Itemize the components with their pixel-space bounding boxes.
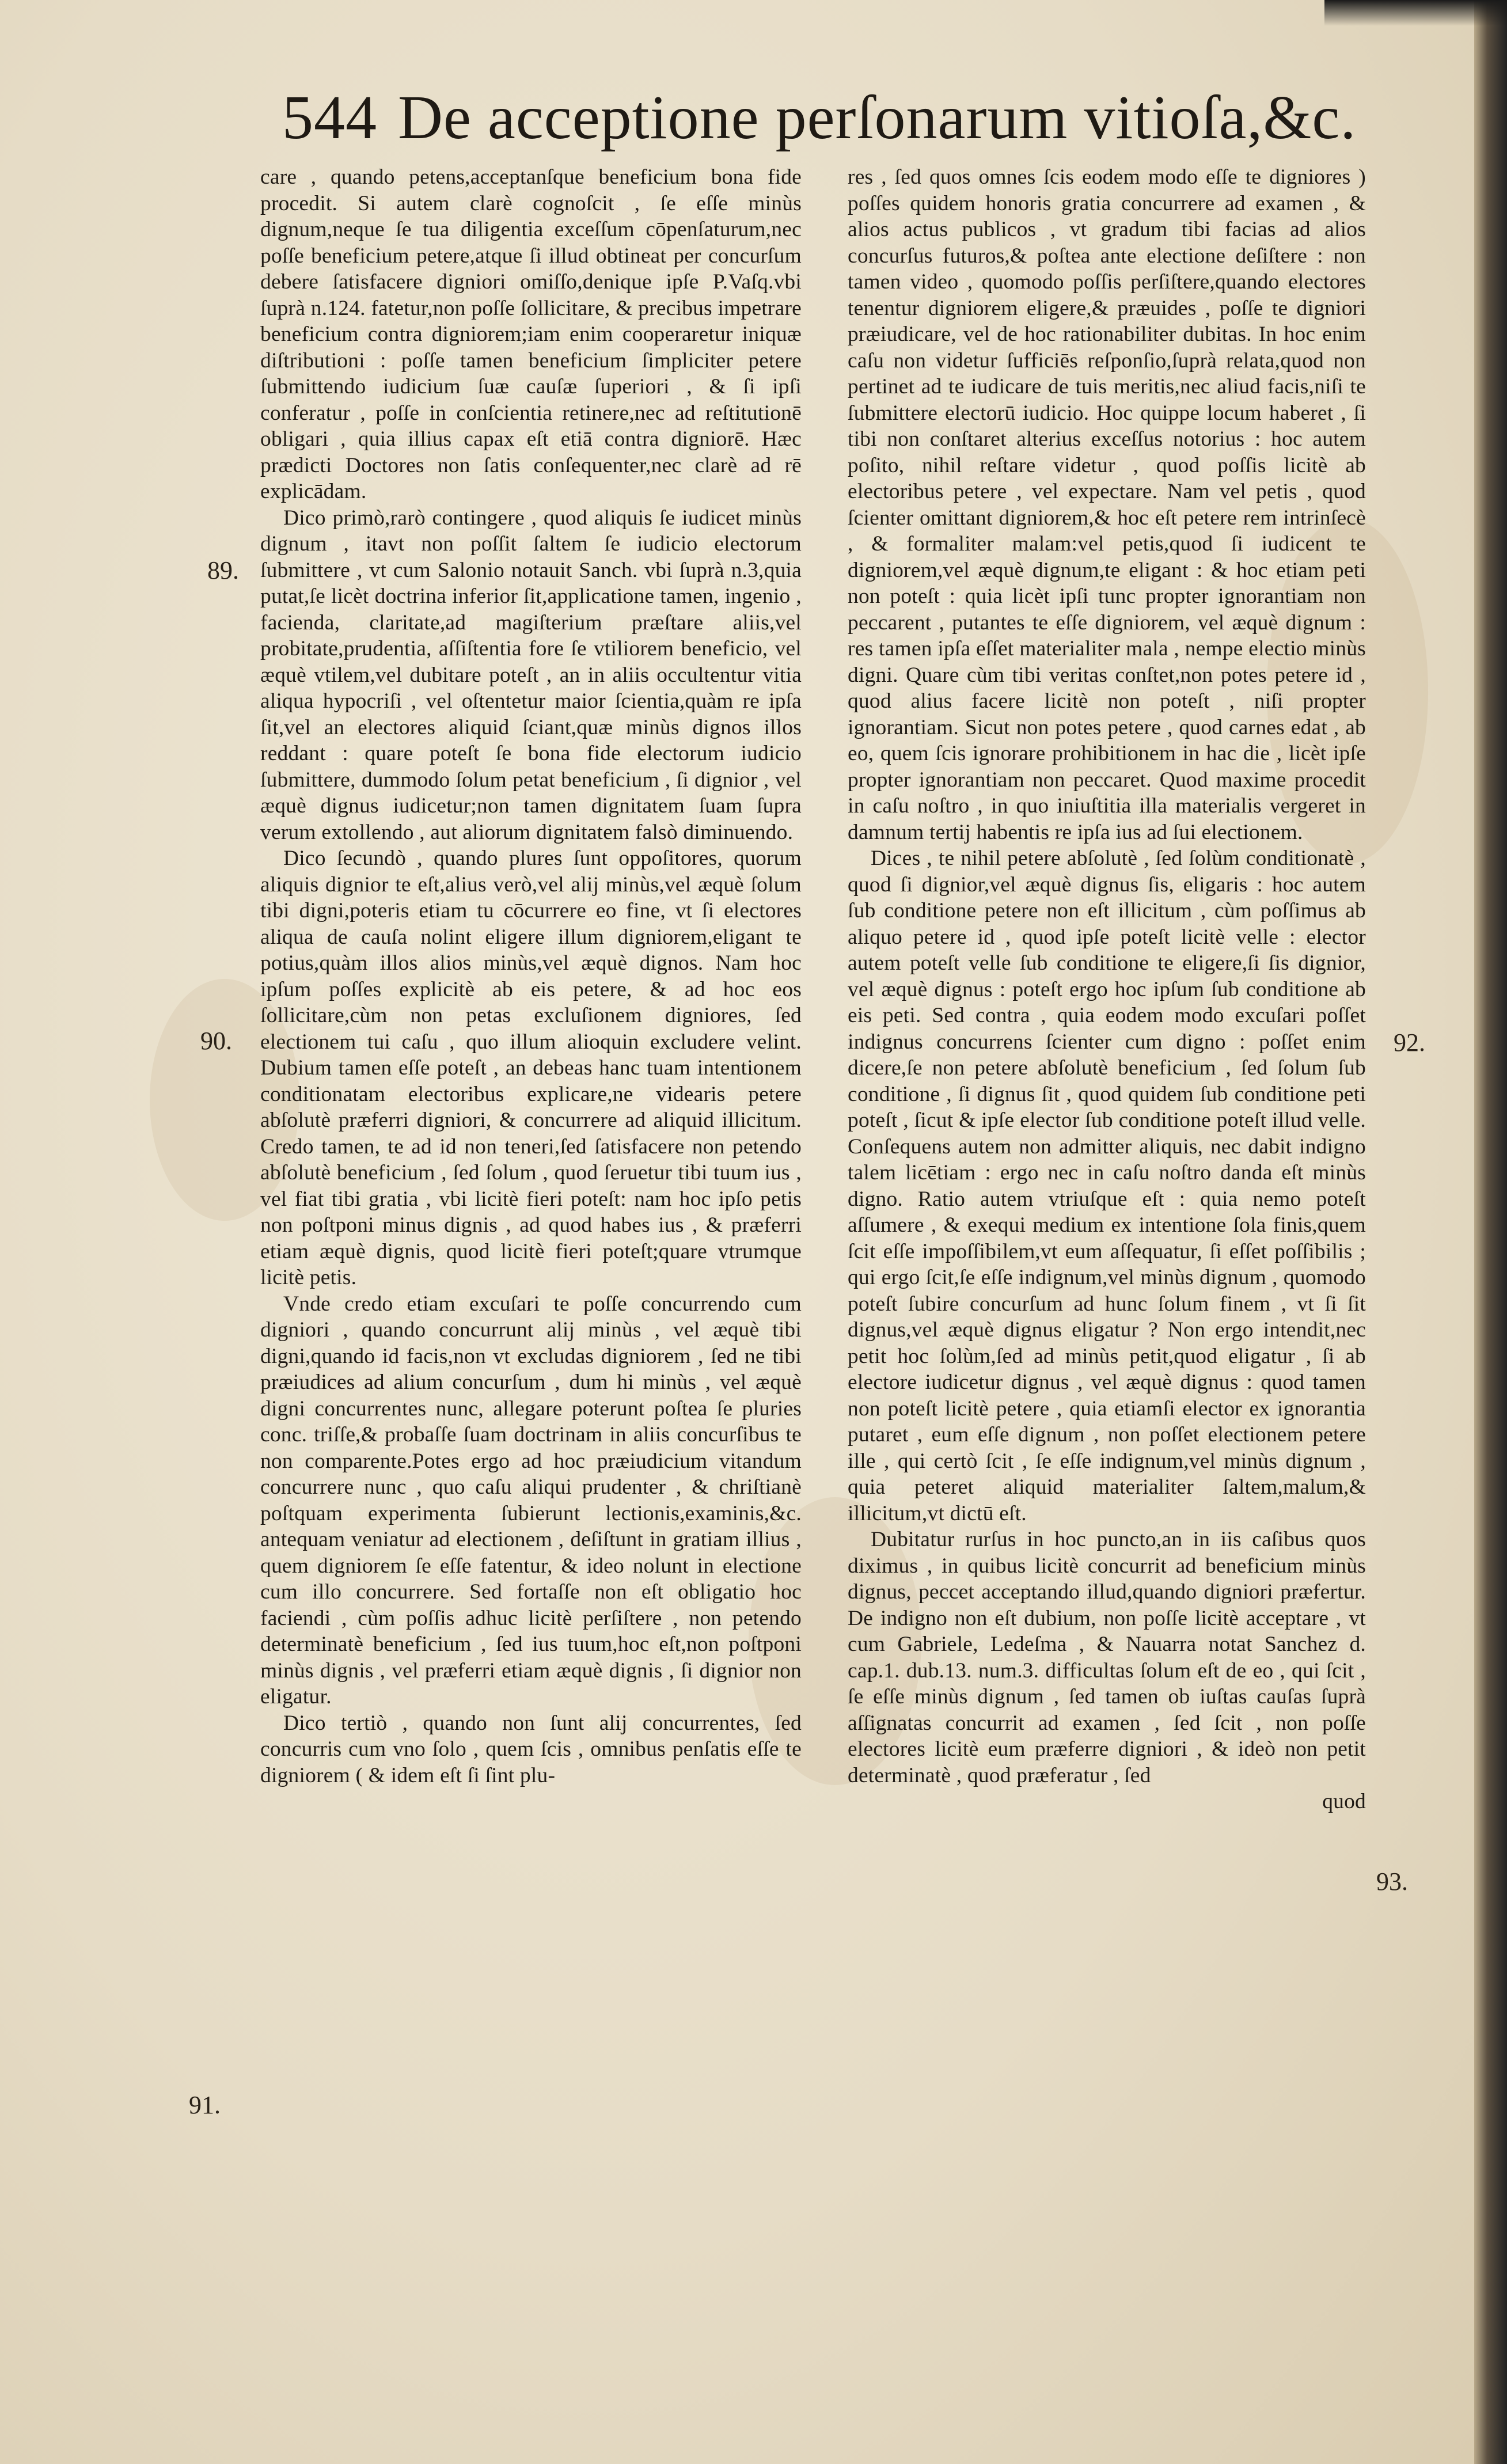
page-header — [282, 81, 1376, 155]
left-paragraph-2: Dico primò,rarò contingere , quod aliquis ſe iudicet minùs dignum , itavt non poſſit ſaltem ſe iudicio electorum ſubmittere , vt cum Salonio notauit Sanch. vbi ſuprà n.3,quia putat,ſe licèt doctrina inferior ſit,applicatione tamen, ingenio , facienda, claritate,ad magiſterium præſtare aliis,vel probitate,prudentia, aſſiſtentia fore ſe vtiliorem beneficio, vel æquè vtilem,vel dubitare poteſt , an in aliis occultentur vitia aliqua hypocriſi , vel oſtentetur maior ſcientia,quàm re ipſa ſit,vel an electores aliquid ſciant,quæ minùs dignos illos reddant : quare poteſt ſe bona fide electorum iudicio ſubmittere, dummodo ſolum petat beneficium , ſi dignior , vel æquè dignus iudicetur;non tamen dignitatem ſuam ſupra verum extollendo , aut aliorum dignitatem falsò diminuendo. — [260, 506, 802, 844]
margin-number-92: 92. — [1394, 1028, 1425, 1057]
right-paragraph-3: Dubitatur rurſus in hoc puncto,an in iis caſibus quos diximus , in quibus licitè concurrit ad beneficium minùs dignus, peccet acceptando illud,quando digniori præfertur. De indigno non eſt dubium, non poſſe licitè acceptare , vt cum Gabriele, Ledeſma , & Nauarra notat Sanchez d. cap.1. dub.13. num.3. difficultas ſolum eſt de eo , qui ſcit , ſe eſſe minùs dignum , ſed tamen ob iuſtas cauſas ſuprà aſſignatas concurrit ad examen , ſed ſcit , non poſſe electores licitè eum præferre digniori , & ideò non petit determinatè , quod præferatur , ſed — [848, 1528, 1366, 1787]
page-binding-edge — [1474, 0, 1507, 2464]
right-paragraph-2: Dices , te nihil petere abſolutè , ſed ſolùm conditionatè , quod ſi dignior,vel æquè dignus ſis, eligaris : hoc autem ſub conditione petere non eſt illicitum , cùm poſſimus ab aliquo petere id , quod ipſe poteſt licitè velle : elector autem poteſt velle ſub conditione te eligere,ſi ſis dignior, vel æquè dignus : poteſt ergo hoc ipſum ſub conditione ab eis peti. Sed contra , quia eodem modo excuſari poſſet indignus concurrens ſcienter cum digno : poſſet enim dicere,ſe non petere abſolutè beneficium , ſed ſolum ſub conditione , ſi dignus ſit , quod quidem ſub conditione peti poteſt , ſicut & ipſe elector ſub conditione poteſt illud velle. Conſequens autem non admitter aliquis, nec dabit indigno talem licētiam : ergo nec in caſu noſtro danda eſt minùs digno. Ratio autem vtriuſque eſt : quia nemo poteſt aſſumere , & exequi medium ex intentione ſola finis,quem ſcit eſſe impoſſibilem,vt eum aſſequatur, ſi eſſet poſſibilis ; qui ergo ſcit,ſe eſſe indignum,vel minùs dignum , quomodo poteſt ſubire concurſum ad hunc ſolum finem , vt ſi ſit dignus,vel æquè dignus eligatur ? Non ergo intendit,nec petit hoc ſolùm,ſed ad minùs petit,quod eligatur , ſi ab electore iudicetur dignus , vel æquè dignus : quod tamen non poteſt licitè petere , quia etiamſi elector ex ignorantia putaret , eum eſſe dignum , non poſſet electionem petere ille , qui certò ſcit , ſe eſſe indignum,vel minùs dignum , quia peteret aliquid materialiter ſaltem,malum,& illicitum,vt dictū eſt. — [848, 846, 1366, 1525]
right-paragraph-1: res , ſed quos omnes ſcis eodem modo eſſe te digniores ) poſſes quidem honoris gratia concurrere ad examen , & alios actus publicos , vt gradum tibi facias ad alios concurſus futuros,& poſtea ante electione deſiſtere : non tamen video , quomodo poſſis perſiſtere,quando electores tenentur digniorem eligere,& præuides , poſſe te digniori præiudicare, vel de hoc rationabiliter dubitas. In hoc enim caſu non videtur ſufficiēs reſponſio,ſuprà relata,quod non pertinet ad te iudicare de tuis meritis,nec aliud facis,niſi te ſubmittere electorū iudicio. Hoc quippe locum haberet , ſi tibi non conſtaret alterius exceſſus notorius : hoc autem poſito, nihil reſtare videtur , quod poſſis licitè ab electoribus petere , vel expectare. Nam vel petis , quod ſcienter omittant digniorem,& hoc eſt petere rem intrinſecè , & formaliter malam:vel petis,quod ſi iudicent te digniorem,vel æquè dignum,te eligant : & hoc etiam peti non poteſt : quia licèt ipſi tunc propter ignorantiam non peccarent , putantes te eſſe digniorem, vel æquè dignum : res tamen ipſa eſſet materialiter mala , nempe electio minùs digni. Quare cùm tibi veritas conſtet,non potes petere id , quod alius facere licitè non poteſt , niſi propter ignorantiam. Sicut non potes petere , quod carnes edat , ab eo, quem ſcis ignorare prohibitionem in hac die , licèt ipſe propter ignorantiam non peccaret. Quod maxime procedit in caſu noſtro , in quo iniuſtitia illa materialis vergeret in damnum tertij habentis re ipſa ius ad ſui electionem. — [848, 165, 1366, 844]
margin-number-90: 90. — [200, 1027, 232, 1055]
page-number: 544 — [282, 83, 377, 152]
left-paragraph-5: Dico tertiò , quando non ſunt alij concurrentes, ſed concurris cum vno ſolo , quem ſcis , omnibus penſatis eſſe te digniorem ( & idem eſt ſi ſint plu- — [260, 1711, 802, 1787]
left-paragraph-3: Dico ſecundò , quando plures ſunt oppoſitores, quorum aliquis dignior te eſt,alius verò,vel alij minùs,vel æquè ſolum tibi digni,poteris etiam tu cōcurrere eo fine, vt ſi electores aliqua de cauſa nolint eligere illum digniorem,eligant te potius,quàm illos alios minùs,vel æquè dignos. Nam hoc ipſum poſſes explicitè ab eis petere, & ad hoc eos ſollicitare,cùm non petas excluſionem digniores, ſed electionem tui caſu , quo illum alioquin excludere velint. Dubium tamen eſſe poteſt , an debeas hanc tuam intentionem conditionatam electoribus explicare,ne videaris petere abſolutè præferri digniori, & concurrere ad aliquid illicitum. Credo tamen, te ad id non teneri,ſed ſatisfacere non petendo abſolutè beneficium , ſed ſolum , quod ſeruetur tibi tuum ius , vel fiat tibi gratia , vbi licitè fieri poteſt: nam hoc ipſo petis non poſtponi minus dignis , ad quod habes ius , & præferri etiam æquè dignis, quod licitè fieri poteſt;quare vtrumque licitè petis. — [260, 846, 802, 1289]
margin-number-91: 91. — [189, 2091, 221, 2119]
catchword: quod — [1322, 1790, 1366, 1813]
running-title: De acceptione perſonarum vitioſa,&c. — [398, 83, 1357, 152]
left-paragraph-1: care , quando petens,acceptanſque beneficium bona fide procedit. Si autem clarè cognoſcit , ſe eſſe minùs dignum,neque ſe tua diligentia exceſſum cōpenſaturum,nec poſſe beneficium petere,atque ſi illud obtineat per concurſum debere ſatisfacere digniori omiſſo,denique ipſe P.Vaſq.vbi ſuprà n.124. fatetur,non poſſe ſollicitare, & precibus impetrare beneficium contra digniorem;iam enim cooperaretur iniquæ diſtributioni : poſſe tamen beneficium ſimpliciter petere ſubmittendo iudicium ſuæ cauſæ ſuperiori , & ſi ipſi conferatur , poſſe in conſcientia retinere,nec ad reſtitutionē obligari , quia illius capax eſt etiā contra digniorē. Hæc prædicti Doctores non ſatis conſequenter,nec clarè ad rē explicādam. — [260, 165, 802, 503]
margin-number-89: 89. — [207, 556, 239, 584]
left-paragraph-4: Vnde credo etiam excuſari te poſſe concurrendo cum digniori , quando concurrunt alij minùs , vel æquè tibi digni,quando id facis,non vt excludas digniorem , ſed ne tibi præiudices ad alium concurſum , dum hi minùs , vel æquè digni concurrentes nunc, allegare poterunt poſtea ſe pluries conc. triſſe,& probaſſe ſuam doctrinam in aliis concurſibus te non comparente.Potes ergo ad hoc præiudicium vitandum concurrere nunc , quo caſu aliqui prudenter , & chriſtianè poſtquam experimenta ſubierunt lectionis,examinis,&c. antequam veniatur ad electionem , deſiſtunt in gratiam illius , quem digniorem ſe eſſe fatentur, & ideo nolunt in electione cum illo concurrere. Sed fortaſſe non eſt obligatio hoc faciendi , cùm poſſis adhuc licitè perſiſtere , non petendo determinatè beneficium , ſed ius tuum,hoc eſt,non poſtponi minùs dignis , vel præferri etiam æquè dignis , ſi dignior non eligatur. — [260, 1292, 802, 1709]
scan-shadow — [1324, 0, 1507, 26]
left-column — [260, 164, 802, 1789]
right-column — [848, 164, 1366, 1815]
margin-number-93: 93. — [1376, 1867, 1408, 1896]
